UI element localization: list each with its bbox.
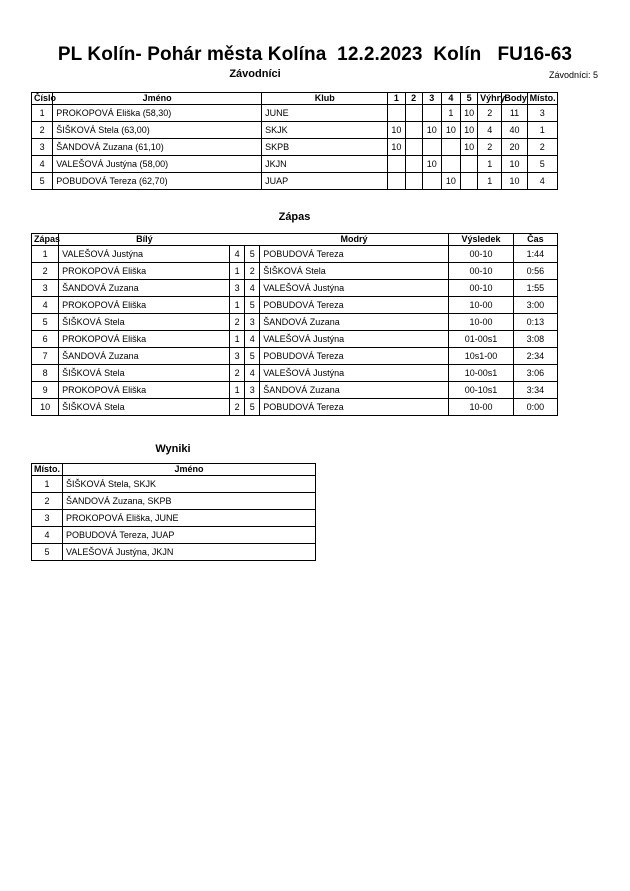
match-row <box>32 297 558 314</box>
round-score <box>388 173 405 190</box>
competitor-place: 3 <box>527 105 557 122</box>
result-row <box>32 476 316 493</box>
match-number: 9 <box>32 382 59 399</box>
blue-number: 3 <box>245 314 260 331</box>
match-result: 00-10 <box>449 280 513 297</box>
competitor-wins: 2 <box>478 105 502 122</box>
white-fighter: PROKOPOVÁ Eliška <box>59 382 230 399</box>
round-score <box>405 156 422 173</box>
col-header: Jméno <box>53 93 262 105</box>
match-time: 3:34 <box>513 382 557 399</box>
blue-number: 5 <box>245 297 260 314</box>
round-score: 10 <box>461 139 478 156</box>
match-result: 01-00s1 <box>449 331 513 348</box>
white-fighter: VALEŠOVÁ Justýna <box>59 246 230 263</box>
blue-fighter: POBUDOVÁ Tereza <box>260 246 449 263</box>
result-row <box>32 544 316 561</box>
match-number: 1 <box>32 246 59 263</box>
match-row <box>32 399 558 416</box>
round-score: 10 <box>441 122 460 139</box>
match-time: 3:08 <box>513 331 557 348</box>
competitors-table <box>31 92 558 190</box>
blue-number: 4 <box>245 280 260 297</box>
blue-number: 2 <box>245 263 260 280</box>
match-row <box>32 365 558 382</box>
match-time: 3:00 <box>513 297 557 314</box>
white-number: 2 <box>230 399 245 416</box>
col-header: Klub <box>262 93 388 105</box>
round-score: 10 <box>461 122 478 139</box>
competitor-wins: 4 <box>478 122 502 139</box>
col-header-spacer <box>230 234 245 246</box>
result-row <box>32 527 316 544</box>
competitor-points: 10 <box>502 156 527 173</box>
competitor-name: POBUDOVÁ Tereza (62,70) <box>53 173 262 190</box>
match-number: 8 <box>32 365 59 382</box>
round-score: 10 <box>388 122 405 139</box>
matches-table <box>31 233 558 416</box>
result-name: PROKOPOVÁ Eliška, JUNE <box>63 510 316 527</box>
match-time: 2:34 <box>513 348 557 365</box>
round-score: 10 <box>441 173 460 190</box>
white-number: 1 <box>230 297 245 314</box>
match-time: 1:55 <box>513 280 557 297</box>
round-score <box>388 156 405 173</box>
white-fighter: PROKOPOVÁ Eliška <box>59 263 230 280</box>
match-result: 00-10s1 <box>449 382 513 399</box>
match-number: 4 <box>32 297 59 314</box>
col-header: Výhry <box>478 93 502 105</box>
blue-fighter: POBUDOVÁ Tereza <box>260 297 449 314</box>
round-score <box>405 122 422 139</box>
white-number: 3 <box>230 348 245 365</box>
result-name: ŠIŠKOVÁ Stela, SKJK <box>63 476 316 493</box>
white-fighter: ŠIŠKOVÁ Stela <box>59 399 230 416</box>
result-place: 2 <box>32 493 63 510</box>
match-number: 5 <box>32 314 59 331</box>
blue-number: 4 <box>245 331 260 348</box>
result-name: VALEŠOVÁ Justýna, JKJN <box>63 544 316 561</box>
round-score <box>461 156 478 173</box>
competitor-points: 20 <box>502 139 527 156</box>
blue-number: 5 <box>245 348 260 365</box>
result-row <box>32 493 316 510</box>
match-number: 6 <box>32 331 59 348</box>
col-header: Bílý <box>59 234 230 246</box>
col-header: Místo. <box>527 93 557 105</box>
match-result: 10-00 <box>449 399 513 416</box>
competitor-points: 10 <box>502 173 527 190</box>
blue-number: 5 <box>245 399 260 416</box>
round-score <box>441 139 460 156</box>
white-number: 3 <box>230 280 245 297</box>
result-name: ŠANDOVÁ Zuzana, SKPB <box>63 493 316 510</box>
col-header: 3 <box>422 93 441 105</box>
blue-fighter: ŠANDOVÁ Zuzana <box>260 314 449 331</box>
result-name: POBUDOVÁ Tereza, JUAP <box>63 527 316 544</box>
match-row <box>32 348 558 365</box>
col-header: Modrý <box>260 234 449 246</box>
blue-fighter: VALEŠOVÁ Justýna <box>260 331 449 348</box>
matches-heading: Zápas <box>278 211 311 223</box>
competitor-place: 1 <box>527 122 557 139</box>
blue-number: 3 <box>245 382 260 399</box>
competitor-number: 2 <box>32 122 53 139</box>
col-header: Místo. <box>32 464 63 476</box>
result-place: 3 <box>32 510 63 527</box>
competitor-club: SKJK <box>262 122 388 139</box>
white-fighter: PROKOPOVÁ Eliška <box>59 297 230 314</box>
match-time: 0:56 <box>513 263 557 280</box>
white-number: 1 <box>230 331 245 348</box>
round-score <box>388 105 405 122</box>
blue-fighter: VALEŠOVÁ Justýna <box>260 280 449 297</box>
white-fighter: ŠANDOVÁ Zuzana <box>59 280 230 297</box>
match-number: 3 <box>32 280 59 297</box>
white-fighter: ŠIŠKOVÁ Stela <box>59 314 230 331</box>
white-fighter: PROKOPOVÁ Eliška <box>59 331 230 348</box>
match-result: 10-00s1 <box>449 365 513 382</box>
match-result: 00-10 <box>449 246 513 263</box>
round-score <box>422 105 441 122</box>
round-score: 10 <box>422 156 441 173</box>
round-score: 10 <box>461 105 478 122</box>
competitor-wins: 1 <box>478 173 502 190</box>
white-number: 1 <box>230 382 245 399</box>
competitor-row <box>32 122 558 139</box>
match-row <box>32 331 558 348</box>
competitor-count: Závodníci: 5 <box>548 70 598 80</box>
match-result: 00-10 <box>449 263 513 280</box>
match-time: 3:06 <box>513 365 557 382</box>
match-row <box>32 280 558 297</box>
blue-fighter: POBUDOVÁ Tereza <box>260 399 449 416</box>
col-header: 1 <box>388 93 405 105</box>
result-place: 1 <box>32 476 63 493</box>
competitor-number: 1 <box>32 105 53 122</box>
col-header: Číslo <box>32 93 53 105</box>
competitor-points: 11 <box>502 105 527 122</box>
competitor-row <box>32 173 558 190</box>
col-header: Zápas <box>32 234 59 246</box>
round-score <box>405 105 422 122</box>
page-title: PL Kolín- Pohár města Kolína 12.2.2023 Kolín FU16-63 <box>57 44 573 65</box>
match-row <box>32 263 558 280</box>
competitor-place: 5 <box>527 156 557 173</box>
match-time: 0:13 <box>513 314 557 331</box>
round-score <box>405 139 422 156</box>
blue-number: 4 <box>245 365 260 382</box>
match-result: 10s1-00 <box>449 348 513 365</box>
results-table <box>31 463 316 561</box>
competitor-row <box>32 139 558 156</box>
blue-fighter: ŠIŠKOVÁ Stela <box>260 263 449 280</box>
match-row <box>32 246 558 263</box>
white-number: 4 <box>230 246 245 263</box>
col-header-spacer <box>245 234 260 246</box>
competitor-wins: 2 <box>478 139 502 156</box>
white-number: 2 <box>230 314 245 331</box>
match-result: 10-00 <box>449 314 513 331</box>
match-number: 2 <box>32 263 59 280</box>
competitor-name: VALEŠOVÁ Justýna (58,00) <box>53 156 262 173</box>
round-score: 1 <box>441 105 460 122</box>
round-score: 10 <box>388 139 405 156</box>
competitor-club: SKPB <box>262 139 388 156</box>
results-heading: Wyniki <box>155 443 191 455</box>
match-time: 0:00 <box>513 399 557 416</box>
round-score <box>461 173 478 190</box>
competitor-number: 3 <box>32 139 53 156</box>
results-header-row <box>32 464 316 476</box>
competitor-row <box>32 105 558 122</box>
match-number: 7 <box>32 348 59 365</box>
col-header: Jméno <box>63 464 316 476</box>
match-number: 10 <box>32 399 59 416</box>
blue-fighter: VALEŠOVÁ Justýna <box>260 365 449 382</box>
white-fighter: ŠIŠKOVÁ Stela <box>59 365 230 382</box>
col-header: 2 <box>405 93 422 105</box>
competitor-place: 4 <box>527 173 557 190</box>
competitor-points: 40 <box>502 122 527 139</box>
competitor-number: 4 <box>32 156 53 173</box>
matches-header-row <box>32 234 558 246</box>
competitor-row <box>32 156 558 173</box>
blue-fighter: ŠANDOVÁ Zuzana <box>260 382 449 399</box>
col-header: Výsledek <box>449 234 513 246</box>
round-score <box>422 173 441 190</box>
competitor-number: 5 <box>32 173 53 190</box>
white-fighter: ŠANDOVÁ Zuzana <box>59 348 230 365</box>
competitor-name: PROKOPOVÁ Eliška (58,30) <box>53 105 262 122</box>
white-number: 2 <box>230 365 245 382</box>
competitor-wins: 1 <box>478 156 502 173</box>
match-row <box>32 314 558 331</box>
match-time: 1:44 <box>513 246 557 263</box>
round-score <box>405 173 422 190</box>
competitor-club: JKJN <box>262 156 388 173</box>
round-score: 10 <box>422 122 441 139</box>
match-row <box>32 382 558 399</box>
result-place: 4 <box>32 527 63 544</box>
round-score <box>441 156 460 173</box>
col-header: Body <box>502 93 527 105</box>
blue-fighter: POBUDOVÁ Tereza <box>260 348 449 365</box>
round-score <box>422 139 441 156</box>
competitor-name: ŠANDOVÁ Zuzana (61,10) <box>53 139 262 156</box>
col-header: 5 <box>461 93 478 105</box>
competitors-heading: Závodníci <box>229 68 281 80</box>
result-row <box>32 510 316 527</box>
result-place: 5 <box>32 544 63 561</box>
competitor-place: 2 <box>527 139 557 156</box>
blue-number: 5 <box>245 246 260 263</box>
col-header: 4 <box>441 93 460 105</box>
match-result: 10-00 <box>449 297 513 314</box>
competitor-name: ŠIŠKOVÁ Stela (63,00) <box>53 122 262 139</box>
col-header: Čas <box>513 234 557 246</box>
competitor-club: JUAP <box>262 173 388 190</box>
competitors-header-row <box>32 93 558 105</box>
white-number: 1 <box>230 263 245 280</box>
competitor-club: JUNE <box>262 105 388 122</box>
